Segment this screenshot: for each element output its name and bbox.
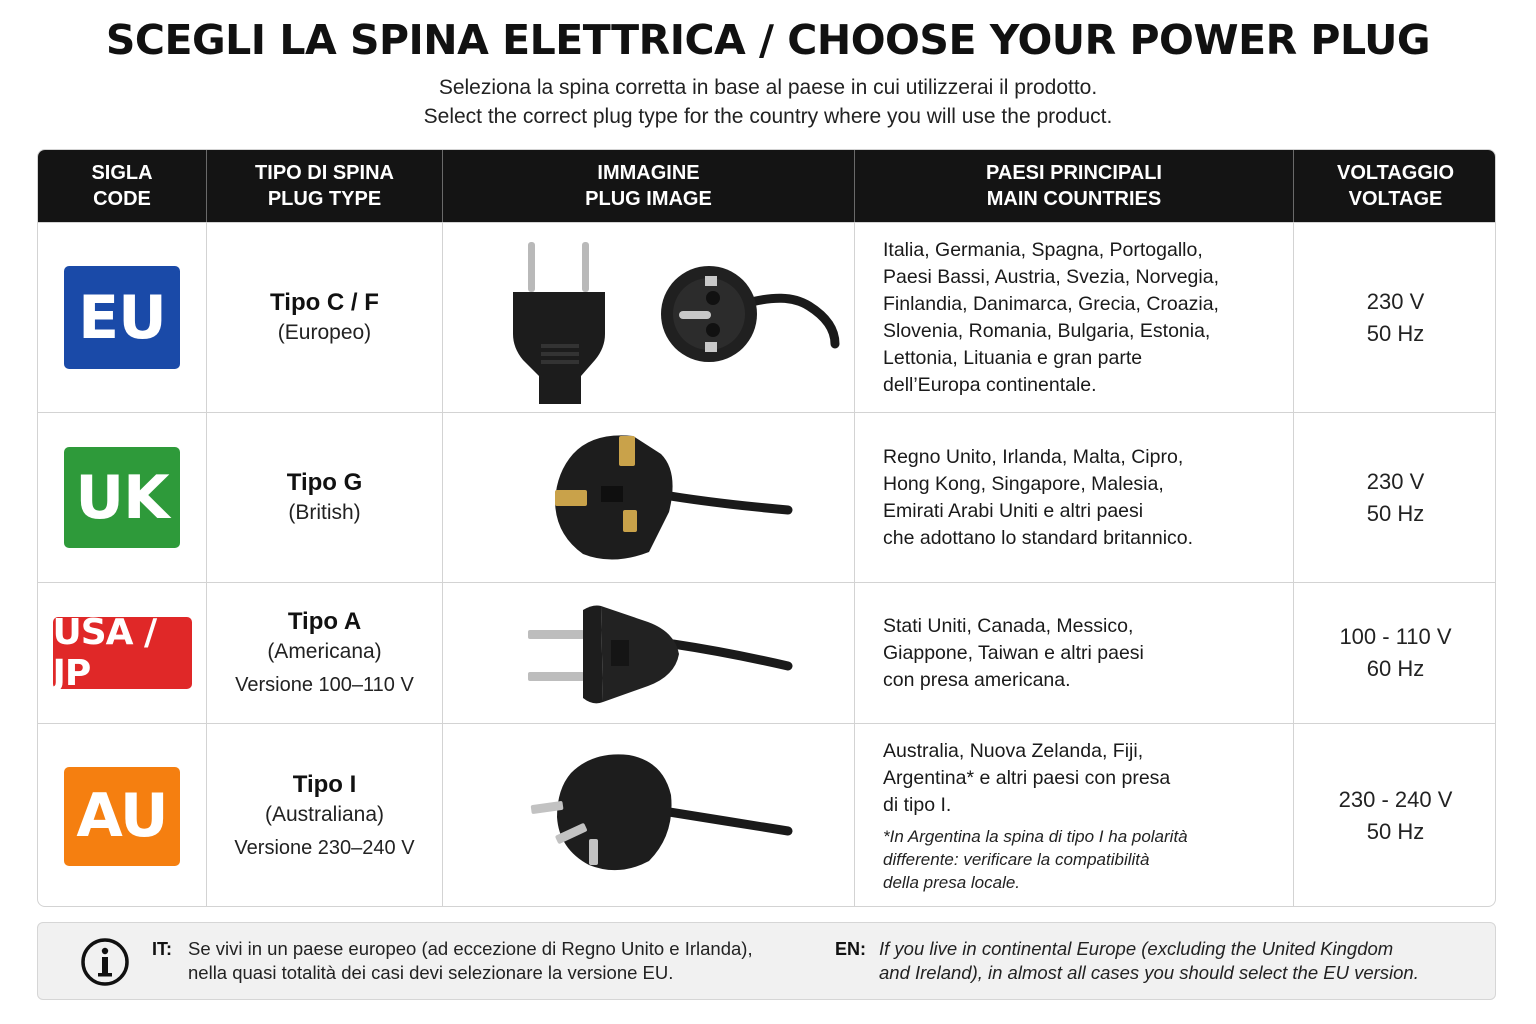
page-title: SCEGLI LA SPINA ELETTRICA / CHOOSE YOUR POWER PLUG — [105, 16, 1431, 64]
voltage-value: 230 V — [1366, 288, 1425, 314]
table-row-eu[interactable] — [38, 222, 1495, 412]
plug-type-note: (Europeo) — [277, 320, 372, 344]
countries-line: Emirati Arabi Uniti e altri paesi — [883, 499, 1144, 522]
uk-type-g-plug-icon — [443, 414, 855, 582]
argentina-footnote: *In Argentina la spina di tipo I ha polarità differente: verificare la compatibilità della presa locale. — [883, 827, 1188, 892]
plug-type-name: Tipo C / F — [270, 288, 379, 316]
countries-line: Italia, Germania, Spagna, Portogallo, — [883, 238, 1203, 261]
subtitle-italian: Seleziona la spina corretta in base al paese in cui utilizzerai il prodotto. — [438, 76, 1098, 99]
subtitle-english: Select the correct plug type for the country where you will use the product. — [423, 105, 1113, 128]
plug-type-note: (Americana) — [267, 640, 382, 663]
voltage-value: 230 V — [1366, 468, 1425, 494]
countries-line: dell’Europa continentale. — [883, 373, 1097, 396]
english-label: EN: — [835, 939, 866, 959]
voltage-value: 230 - 240 V — [1338, 787, 1453, 812]
us-type-a-plug-icon — [443, 584, 855, 723]
plug-type-note: (Australiana) — [264, 803, 385, 826]
countries-line: Paesi Bassi, Austria, Svezia, Norvegia, — [883, 265, 1219, 288]
column-header-voltage: VOLTAGGIO VOLTAGE — [1336, 162, 1455, 210]
au-type-i-plug-icon — [443, 725, 855, 908]
info-icon — [80, 937, 130, 987]
italian-label: IT: — [152, 939, 172, 959]
uk-badge: UK — [64, 447, 180, 548]
table-row-au[interactable] — [38, 723, 1495, 907]
column-header-plug-type: TIPO DI SPINA PLUG TYPE — [207, 150, 443, 222]
plug-table — [37, 149, 1496, 907]
plug-version: Versione 230–240 V — [234, 837, 415, 859]
plug-type-name: Tipo G — [286, 468, 363, 496]
countries-line: Slovenia, Romania, Bulgaria, Estonia, — [883, 319, 1211, 342]
au-badge: AU — [64, 767, 180, 866]
table-row-usa-jp[interactable] — [38, 582, 1495, 723]
voltage-value: 100 - 110 V — [1339, 624, 1452, 649]
countries-line: Australia, Nuova Zelanda, Fiji, — [883, 740, 1144, 762]
italian-note: Se vivi in un paese europeo (ad eccezione di Regno Unito e Irlanda), nella quasi totalità dei casi devi selezionare la versione EU. — [188, 938, 753, 983]
frequency-value: 50 Hz — [1366, 819, 1425, 844]
countries-line: con presa americana. — [883, 668, 1071, 691]
countries-line: di tipo I. — [883, 794, 952, 816]
plug-type-name: Tipo A — [287, 608, 362, 635]
eu-schuko-plug-icon — [443, 224, 855, 412]
usa-jp-badge: USA / JP — [53, 617, 192, 689]
table-row-uk[interactable] — [38, 412, 1495, 582]
table-header — [38, 150, 1495, 222]
plug-type-note: (British) — [288, 500, 361, 524]
countries-line: Regno Unito, Irlanda, Malta, Cipro, — [883, 445, 1184, 468]
countries-line: Finlandia, Danimarca, Grecia, Croazia, — [883, 292, 1219, 315]
countries-line: che adottano lo standard britannico. — [883, 526, 1194, 549]
column-header-plug-image: IMMAGINE PLUG IMAGE — [443, 150, 855, 222]
info-box — [37, 922, 1496, 1000]
frequency-value: 50 Hz — [1366, 320, 1425, 346]
eu-badge: EU — [64, 266, 180, 369]
countries-line: Stati Uniti, Canada, Messico, — [883, 614, 1134, 637]
column-header-main-countries: PAESI PRINCIPALI MAIN COUNTRIES — [855, 150, 1294, 222]
plug-type-name: Tipo I — [292, 771, 357, 798]
countries-line: Lettonia, Lituania e gran parte — [883, 346, 1143, 369]
plug-version: Versione 100–110 V — [235, 674, 414, 696]
english-note: If you live in continental Europe (excluding the United Kingdom and Ireland), in almost all cases you should select the EU version. — [879, 938, 1419, 983]
frequency-value: 60 Hz — [1366, 656, 1425, 681]
countries-line: Giappone, Taiwan e altri paesi — [883, 641, 1144, 664]
column-header-code: SIGLA CODE — [38, 150, 207, 222]
frequency-value: 50 Hz — [1366, 500, 1425, 526]
countries-line: Argentina* e altri paesi con presa — [883, 767, 1171, 789]
countries-line: Hong Kong, Singapore, Malesia, — [883, 472, 1164, 495]
